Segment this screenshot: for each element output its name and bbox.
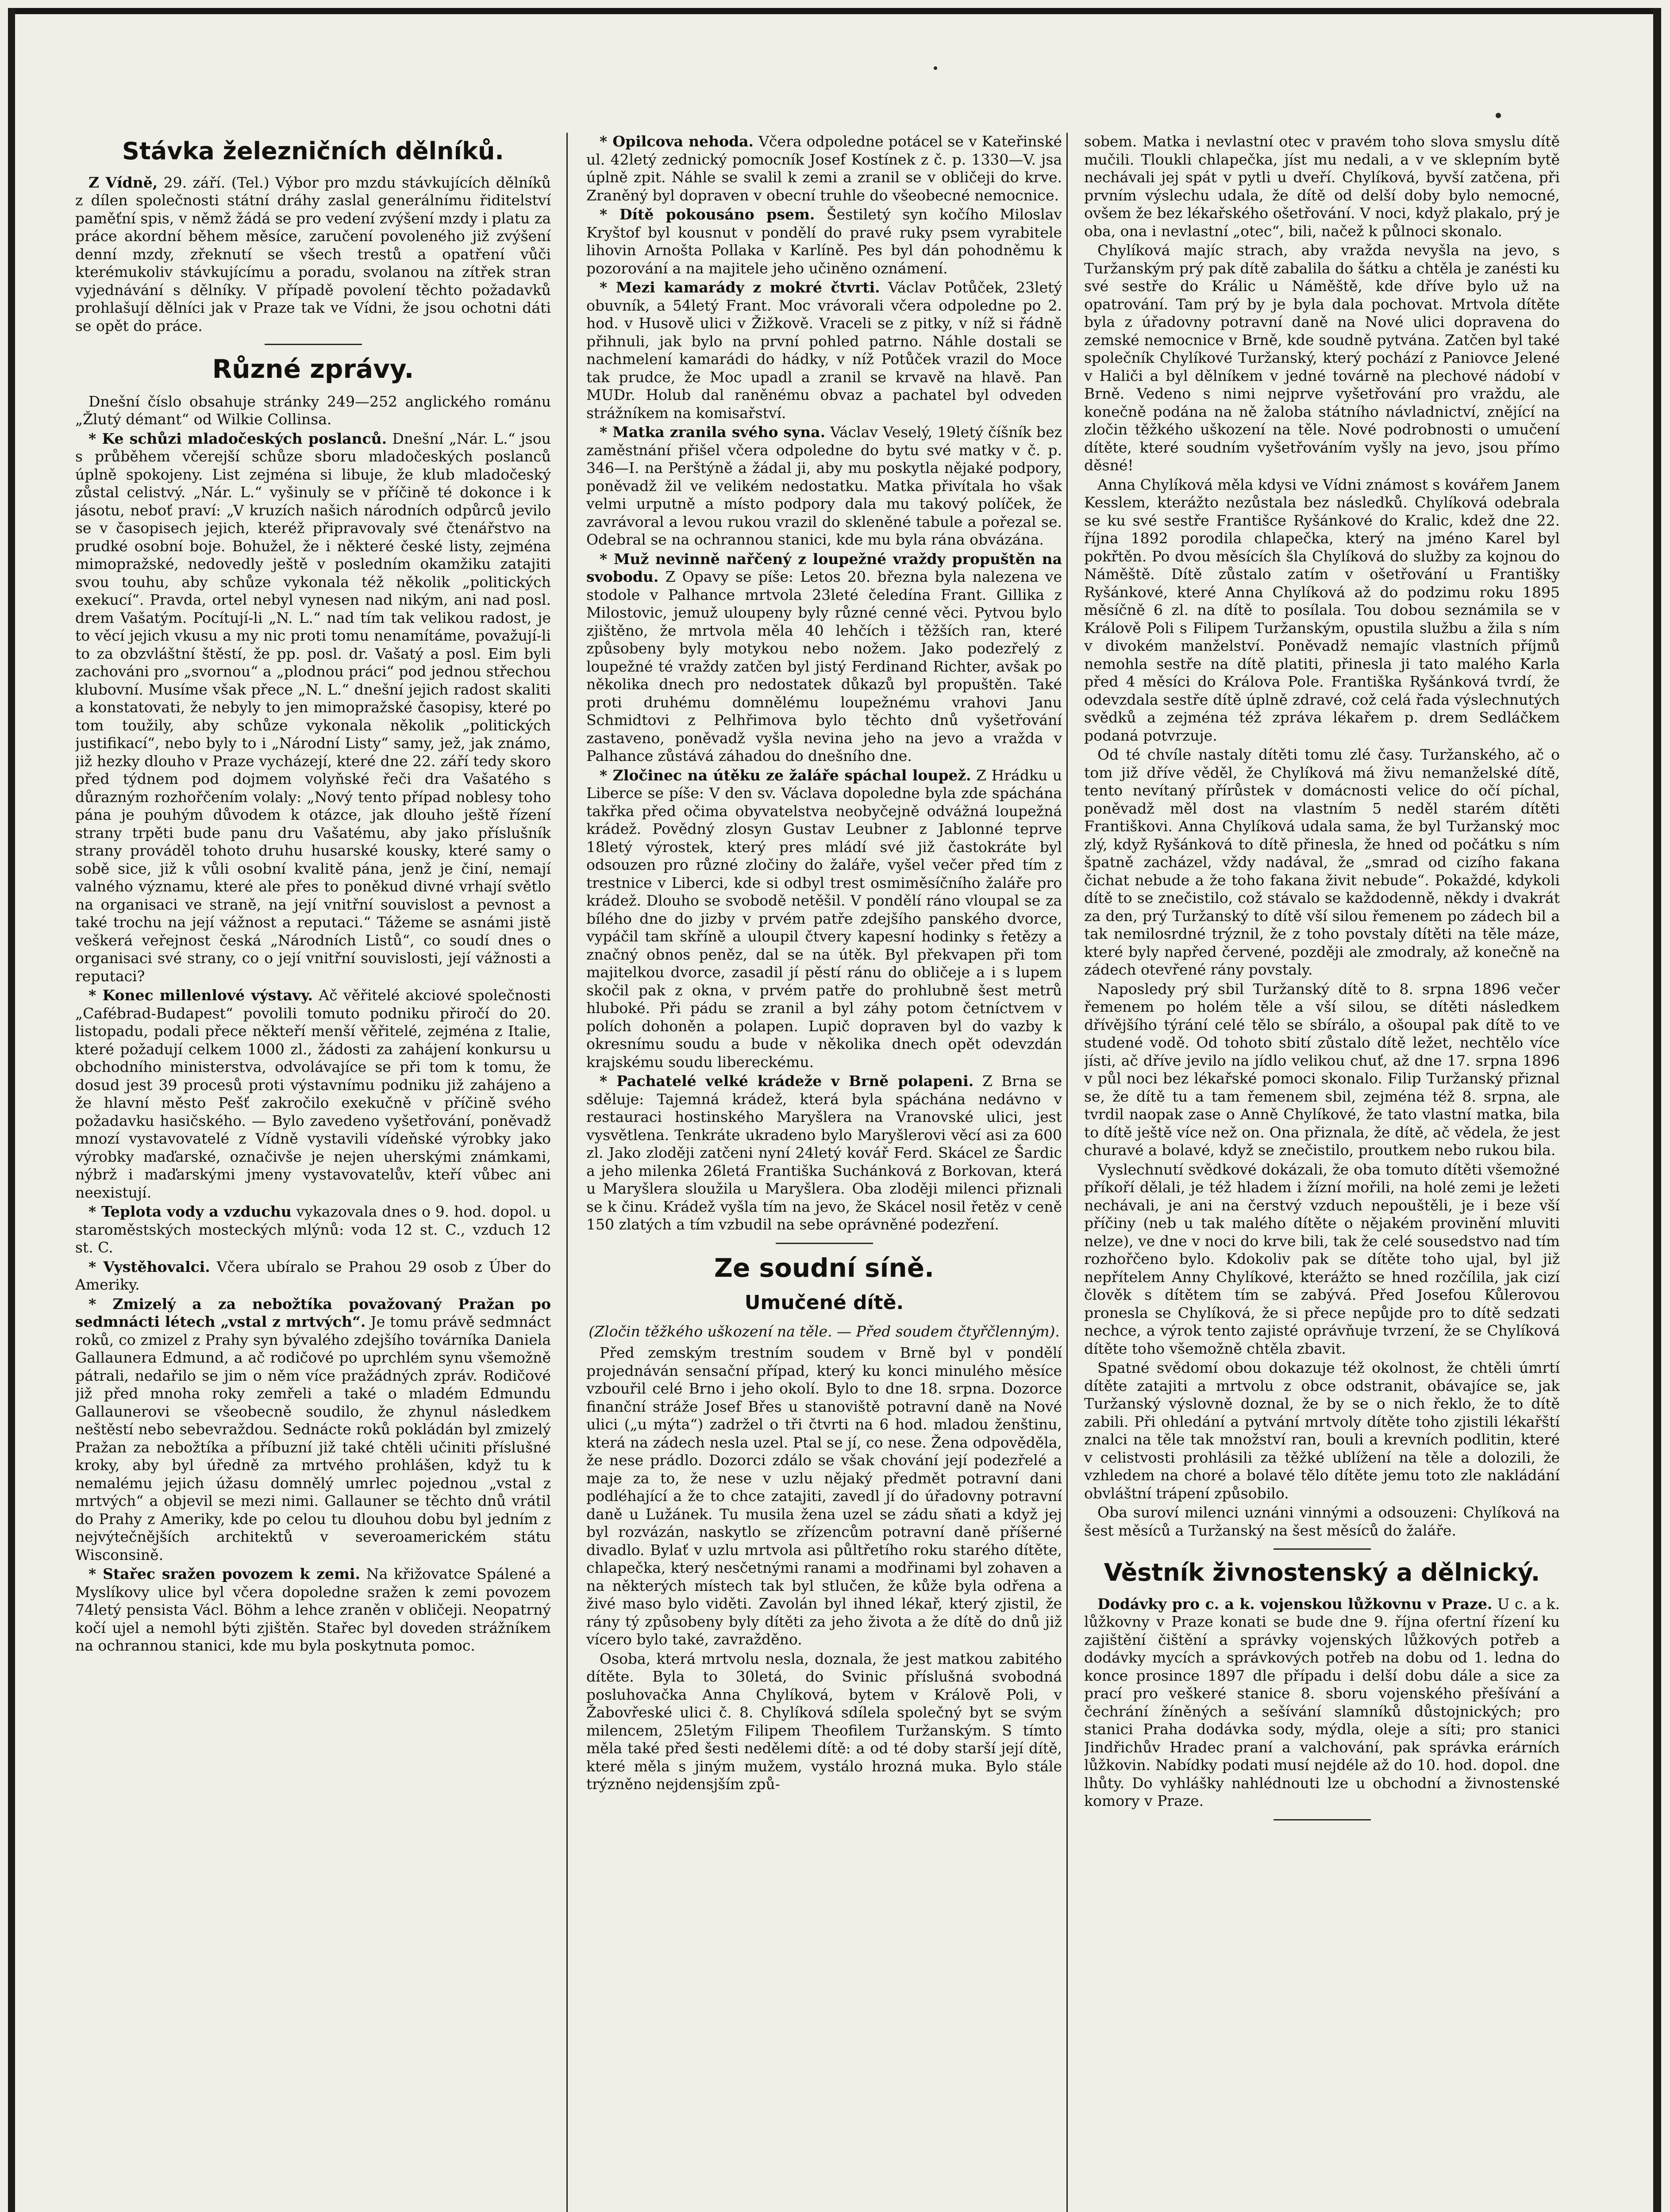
article-text: Z Brna se sděluje: Tajemná krádež, která byla spáchána nedávno v restauraci hostinského Maryšlera na Vranovské ulici, jest vysvětlena. Tenkráte ukradeno bylo Maryšlerovi věcí asi za 600 zl. Jako zloději zatčeni nyní 24letý kovář Ferd. Skácel ze Šardic a jeho milenka 26letá Františka Suchánková z Borkovan, která u Maryšlera sloužila u Maryšlera. Oba zloději milenci přiznali se k činu. Krádež vyšla tím na jevo, že Skácel nosil řetěz v ceně 150 zlatých a tím vzbudil na sebe oprávněné podezření. [586, 1072, 1062, 1233]
article-paragraph [75, 987, 551, 1202]
article-paragraph [586, 206, 1062, 277]
article-lead: * Dítě pokousáno psem. [600, 206, 815, 223]
section-rule [1274, 1548, 1371, 1550]
article-lead: * Teplota vody a vzduchu [89, 1203, 292, 1221]
scan-border-right [1653, 8, 1661, 2212]
ink-speck [934, 66, 937, 70]
section-heading: Ze soudní síně. [714, 1252, 935, 1283]
article-paragraph [586, 1650, 1062, 1793]
article-text: Včera ubíralo se Prahou 29 osob z Úber do Ameriky. [75, 1258, 551, 1294]
article-lead: Z Vídně, [89, 173, 158, 191]
article-lead: * Zmizelý a za nebožtíka považovaný Pražan po sedmnácti létech „vstal z mrtvých“. [75, 1295, 551, 1331]
ink-speck [1496, 113, 1501, 118]
article-paragraph [586, 1344, 1062, 1649]
section-rule [265, 344, 362, 345]
scan-border-left [8, 8, 15, 2212]
article-lead: Dodávky pro c. a k. vojenskou lůžkovnu v Praze. [1097, 1595, 1493, 1613]
article-paragraph [1084, 1359, 1560, 1502]
column-divider [566, 133, 568, 2212]
article-text: Václav Potůček, 23letý obuvník, a 54letý Frant. Moc vrávorali včera odpoledne po 2. hod. v Husově ulici v Žižkově. Vraceli se z pitky, v níž si řádně přihnuli, jak bylo na první pohled patrno. Náhle dostali se nachmelení kamarádi do hádky, v níž Potůček vrazil do Moce tak prudce, že Moc upadl a zranil se krvavě na hlavě. Pan MUDr. Holub dal raněnému obvaz a pachatel byl odveden strážníkem na komisařství. [586, 279, 1062, 422]
article-paragraph [586, 133, 1062, 204]
article-text: Vyslechnutí svědkové dokázali, že oba tomuto dítěti všemožné příkoří dělali, je též hladem i žízní mořili, na holé zemi je ležeti nechávali, je ani na čerstvý vzduch nepouštěli, je i beze vší příčiny (neb u tak malého dítěte o nějakém provinění mluviti nelze), ve dne v noci do krve bili, tak že celé sousedstvo nad tím rozhořčeno bylo. Kdokoliv pak se dítěte toho ujal, byl již nepřítelem Anny Chylíkové, kterážto se hned rozčílila, jak cizí člověk s dítětem tím se zabývá. Před Josefou Kůlerovou pronesla se Chylíková, že si přece nepůjde pro to dítě sedzati nechce, a výrok tento zajisté oprávňuje tvrzení, že se Chylíková dítěte toho všemožně chtěla zbavit. [1084, 1160, 1560, 1357]
column-divider [1066, 133, 1068, 2212]
article-text: Spatné svědomí obou dokazuje též okolnost, že chtěli úmrtí dítěte zatajiti a mrtvolu z obce odstranit, obávajíce se, jak Turžanský výslovně doznal, že by se o nich řeklo, že to dítě zabili. Při ohledání a pytvání mrtvoly dítěte toho zjistili lékařští znalci na těle tak množství ran, bouli a krevních podlitin, které v celistvosti prohlásili za těžké ublížení na těle a dolozili, že vzhledem na choré a bolavé tělo dítěte jemu toto zle nakládání obvláštní trápení způsobilo. [1084, 1359, 1560, 1502]
article-paragraph [1084, 1504, 1560, 1540]
article-text: Od té chvíle nastaly dítěti tomu zlé časy. Turžanského, ač o tom již dříve věděl, že Chylíková má živu nemanželské dítě, tento nevítaný přírůstek v domácnosti velice do očí píchal, poněvadž měl dost na vlastním 5 neděl starém dítěti Františkovi. Anna Chylíková udala sama, že byl Turžanský moc zlý, když Ryšánková to dítě přinesla, že hned od počátku s ním špatně zacházel, vždy nadával, že „smrad od cizího fakana čichat nebude a že toho fakana živit nebude“. Pokaždé, kdykoli dítě to se znečistilo, což stávalo se každodenně, někdy i dvakrát za den, prý Turžanský to dítě vší silou řemenem po zádech bil a tak nemilosrdné trýznil, že z toho povstaly dítěti na těle máze, které byly napřed červené, později ale zmodraly, až konečně na zádech otevřené rány povstaly. [1084, 746, 1560, 978]
article-lead: * Matka zranila svého syna. [600, 423, 826, 441]
article-lead: * Mezi kamarády z mokré čtvrti. [600, 279, 880, 296]
article-lead: * Pachatelé velké krádeže v Brně polapeni. [600, 1072, 974, 1090]
article-text: Chylíková majíc strach, aby vražda nevyšla na jevo, s Turžanským prý pak dítě zabalila do šátku a chtěla je zanésti ku své sestře do Králic u Náměště, kde dříve bylo už na opatrování. Tam prý by je byla dala pochovat. Mrtvola dítěte byla z úřadovny potravní daně na Nové ulici dopravena do zemské nemocnice v Brně, kde soudně pytvána. Zatčen byl také společník Chylíkové Turžanský, který pochází z Paniovce Jelené v Haliči a byl dělníkem v jedné továrně na plechové nádobí v Brně. Vedeno s nimi nejprve vyšetřování pro vraždu, ale konečně podána na ně žaloba státního návladnictví, znějící na zločin těžkého uškození na těle. Nové podrobnosti o umučení dítěte, které soudním vyšetřováním vyšly na jevo, jsou přímo děsné! [1084, 242, 1560, 474]
article-text: Z Hrádku u Liberce se píše: V den sv. Václava dopoledne byla zde spáchána takřka před očima obyvatelstva neobyčejně odvážná loupežná krádež. Povědný zlosyn Gustav Leubner z Jablonné teprve 18letý výrostek, který pres mládí své již častokráte byl odsouzen pro různé zločiny do žaláře, vyšel večer před tím z trestnice v Liberci, kde si odbyl trest osmiměsíčního žaláře pro krádež. Dlouho se svobodě netěšil. V pondělí ráno vloupal se za bílého dne do jizby v prvém patře zdejšího panského dvorce, vypáčil tam skříně a uloupil čtvery kapesní hodinky s řetězy a značný obnos peněz, dal se na útěk. Byl překvapen při tom majitelkou dvorce, zasadil jí pěstí ránu do obličeje a i s lupem skočil pak z okna, v prvém patře do prohlubně šest metrů hluboké. Při pádu se zranil a byl záhy potom četníctvem v polích dohoněn a polapen. Lupič dopraven byl do vazby k okresnímu soudu a bude v několika dnech opět odevzdán krajskému soudu libereckému. [586, 766, 1062, 1071]
article-text: Dnešní „Nár. L.“ jsou s průběhem včerejší schůze sboru mladočeských poslanců úplně spokojeny. List zejména si libuje, že klub mladočeský zůstal celistvý. „Nár. L.“ vyšinuly se v příčině té dokonce i k jásotu, neboť praví: „V kruzích našich národních odpůrců jevilo se v časopisech jejich, kteréž připravovaly své čtenářstvo na prudké osobní boje. Bohužel, že i některé české listy, zejména mimopražské, nedovedly ještě v posledním okamžiku zatajiti svou touhu, aby schůze vykonala též několik „politických exekucí“. Pravda, ortel nebyl vynesen nad nikým, ani nad posl. drem Vašatým. Pocítují-li „N. L.“ nad tím tak velikou radost, je to věcí jejich vkusu a my nic proti tomu nenamítáme, považují-li to za obzvláštní štěstí, že pp. posl. dr. Vašatý a posl. Eim byli zachováni pro „svornou“ a „plodnou práci“ pod jednou střechou klubovní. Musíme však přece „N. L.“ dnešní jejich radost skaliti a konstatovati, že nebyly to jen mimopražské časopisy, které po tom toužily, aby schůze vykonala několik „politických justifikací“, nebo byly to i „Národní Listy“ samy, jež, jak známo, již hezky dlouho v Praze vycházejí, které dne 22. září tedy skoro před týdnem pod dojmem volyňské řeči dra Vašatého s důrazným rozhořčením volaly: „Nový tento případ noblesy toho pána je pouhým důvodem k otázce, jak dlouho ještě řízení strany trpěti bude panu dru Vašatému, aby jako příslušník strany prováděl tohoto druhu husarské kousky, které samy o sobě sice, již k vůli osobní kvalitě pána, jenž je činí, nemají valného významu, které ale přes to poněkud divné vrhají světlo na organisaci ve straně, na její vnitřní souvislost a pevnost a také trochu na její vážnost a reputaci.“ Tážeme se asnámi jistě veškerá veřejnost česká „Národních Listů“, co soudí dnes o organisaci své strany, co o její vnitřní souvislosti, její vážnosti a reputaci? [75, 430, 551, 985]
article-paragraph [75, 174, 551, 335]
article-paragraph [1084, 980, 1560, 1160]
article-paragraph [1084, 1595, 1560, 1810]
article-text: Je tomu právě sedmnáct roků, co zmizel z Prahy syn bývalého zdejšího továrníka Daniela Gallaunera Edmund, a ač rodičové po uprchlém synu všemožně pátrali, nedařilo se jim o něm více pražádných zpráv. Rodičové již před mnoha roky zemřeli a také o mladém Edmundu Gallaunerovi se všeobecně soudilo, že zhynul následkem neštěstí nebo sebevraždou. Sednácte roků pokládán byl zmizelý Pražan za nebožtíka a příbuzní již také chtěli učiniti příslušné kroky, aby byl úředně za mrtvého prohlášen, když tu k nemalému jejich úžasu domnělý umrlec pojednou „vstal z mrtvých“ a objevil se mezi nimi. Gallauner se těchto dnů vrátil do Prahy z Ameriky, kde po celou tu dlouhou dobu byl jedním z nejvýtečnějších architektů v severoamerickém státu Wisconsině. [75, 1313, 551, 1563]
article-paragraph [586, 767, 1062, 1071]
article-text: vykazovala dnes o 9. hod. dopol. u staroměstských mosteckých mlýnů: voda 12 st. C., vzduch 12 st. C. [75, 1203, 551, 1256]
article-text: Naposledy prý sbil Turžanský dítě to 8. srpna 1896 večer řemenem po holém těle a vší silou, se dítěti následkem dřívějšího týrání celé tělo se sbírálo, a ošoupal pak dítě to ve studené vodě. Od tohoto sbití zůstalo dítě ležet, nechtělo více jísti, ač dříve jevilo na jídlo velikou chuť, až dne 17. srpna 1896 v půl noci bez lékařské pomoci skonalo. Filip Turžanský přiznal se, že dítě tu a tam řemenem sbil, zejména též 8. srpna, ale tvrdil naopak zase o Anně Chylíkové, že tato vlastní matka, bila to dítě ještě více než on. Ona přiznala, že dítě, ač vědela, že jest churavé a bolavé, když se znečistilo, proutkem nebo rukou bila. [1084, 980, 1560, 1159]
article-text: Na křižovatce Spálené a Myslíkovy ulice byl včera dopoledne sražen k zemi povozem 74letý pensista Václ. Böhm a lehce zraněn v obličeji. Neopatrný kočí ujel a nemohl býti zjištěn. Stařec byl doveden strážníkem na ochrannou stanici, kde mu byla poskytnuta pomoc. [75, 1565, 551, 1655]
article-paragraph [1084, 242, 1560, 475]
article-paragraph [1084, 1161, 1560, 1358]
section-rule [776, 1243, 873, 1244]
article-text: Před zemským trestním soudem v Brně byl v pondělí projednáván sensační případ, který ku konci minulého měsíce vzbouřil celé Brno i jeho okolí. Bylo to dne 18. srpna. Dozorce finanční stráže Josef Břes u stanoviště potravní daně na Nové ulici („u mýta“) zadržel o tři čtvrti na 6 hod. mladou ženštinu, která na zádech nesla uzel. Ptal se jí, co nese. Žena odpověděla, že nese prádlo. Dozorci zdálo se však chování její podezřelé a maje za to, že nese v uzlu nějaký předmět potravní dani podléhající a že to chce zatajiti, zavedl jí do úřadovny potravní daně u Lužánek. Tu musila žena uzel se zádu sňati a když jej byl rozvázán, naskytlo se zřízencům potravní daně příšerné divadlo. Bylať v uzlu mrtvola asi půltřetího roku starého dítěte, chlapečka, který nesčetnými ranami a modřinami byl zohaven a na některých místech tak byl stlučen, že kůže byla odřena a živé maso bylo viděti. Zavolán byl ihned lékař, který zjistil, že rány tý způsobeny byly dítěti za jeho života a že dítě do dnů již vícero bylo také, zavražděno. [586, 1344, 1062, 1648]
article-paragraph [1084, 133, 1560, 240]
column-3 [1084, 133, 1560, 2212]
article-paragraph [586, 550, 1062, 765]
article-paragraph [75, 1565, 551, 1655]
article-paragraph [586, 423, 1062, 549]
article-lead: * Konec millenlové výstavy. [89, 987, 313, 1004]
article-text: Šestiletý syn kočího Miloslav Kryštof byl kousnut v pondělí do pravé ruky psem vyrabitele lihovin Arnošta Pollaka v Karlíně. Pes byl dán pohodněmu k pozorování a na majitele jeho učiněno oznámení. [586, 206, 1062, 277]
article-subheading: Umučené dítě. [744, 1291, 904, 1314]
article-text: Včera odpoledne potácel se v Kateřinské ul. 42letý zednický pomocník Josef Kostínek z č. p. 1330—V. jsa úplně zpit. Náhle se svalil k zemi a zranil se v obličeji do krve. Zraněný byl dopraven v obecní truhle do všeobecné nemocnice. [586, 133, 1062, 204]
column-1 [75, 133, 551, 2212]
article-text: Oba suroví milenci uznáni vinnými a odsouzeni: Chylíková na šest měsíců a Turžanský na šest měsíců do žaláře. [1084, 1504, 1560, 1539]
article-text: U c. a k. lůžkovny v Praze konati se bude dne 9. října ofertní řízení ku zajištění čištění a správky vojenských lůžkových potřeb a dodávky mycích a správkových potřeb na dobu od 1. ledna do konce prosince 1897 dle případu i delší dobu dále a sice za prací pro veškeré stanice 8. sboru vojenského přešívání a čechrání žíněných a sešívání slamníků důstojnických; pro stanici Praha dodávka sody, mýdla, oleje a síti; pro stanici Jindřichův Hradec praní a valchování, pak správka erárních lůžkovin. Nabídky podati musí nejdéle až do 10. hod. dopol. dne lhůty. Do vyhlášky nahlédnouti lze u obchodní a živnostenské komory v Praze. [1084, 1595, 1560, 1810]
section-heading: Věstník živnostenský a dělnický. [1104, 1559, 1540, 1586]
article-lead: * Vystěhovalci. [89, 1258, 210, 1275]
section-rule [1274, 1819, 1371, 1820]
article-paragraph [75, 1295, 551, 1564]
article-lead: * Zločinec na útěku ze žaláře spáchal loupež. [600, 766, 971, 784]
article-paragraph [1084, 746, 1560, 979]
article-text: Dnešní číslo obsahuje stránky 249—252 anglického románu „Žlutý démant“ od Wilkie Collinsa. [75, 392, 551, 428]
article-text: Anna Chylíková měla kdysi ve Vídni známost s kovářem Janem Kesslem, kterážto nezůstala bez následků. Chylíková odebrala se ku své sestře Františce Ryšánkové do Kralic, kdež dne 22. října 1892 porodila chlapečka, který na jméno Karel byl pokřtěn. Po dvou měsících šla Chylíková do služby za kojnou do Náměště. Dítě zůstalo zatím v ošetřování u Františky Ryšánkové, které Anna Chylíková až do podzimu roku 1895 měsíčně 6 zl. na dítě to posílala. Tou dobou seznámila se v Králově Poli s Filipem Turžanským, opustila službu a žila s ním v divokém manželství. Poněvadž nemajíc vlastních příjmů nemohla sestře na dítě platiti, přinesla ji tato malého Karla před 4 měsíci do Králova Pole. Františka Ryšánková tvrdí, že odevzdala sestře dítě úplně zdravé, což celá řada výslechnutých svědků a zejména též zpráva lékařem p. drem Sedláčkem podaná potvrzuje. [1084, 476, 1560, 744]
article-lead: * Stařec sražen povozem k zemi. [89, 1565, 360, 1583]
column-2 [586, 133, 1062, 2212]
article-paragraph [75, 1258, 551, 1294]
article-text: sobem. Matka i nevlastní otec v pravém toho slova smyslu dítě mučili. Tloukli chlapečka, jíst mu nedali, a v ve sklepním bytě nechávali jej spát v pytli u dveří. Chylíková, byvší zatčena, při prvním výslechu udala, že dítě od delší doby bylo nemocné, ovšem že bez lékařského ošetřování. V noci, když plakalo, prý je oba, ona i nevlastní „otec“, bili, načež k půlnoci skonalo. [1084, 133, 1560, 240]
article-text: Osoba, která mrtvolu nesla, doznala, že jest matkou zabitého dítěte. Byla to 30letá, do Svinic příslušná svobodná posluhovačka Anna Chylíková, bytem v Králově Poli, v Žabovřeské ulici č. 8. Chylíková sdílela společný byt se svým milencem, 25letým Filipem Theofilem Turžanským. S tímto měla také před šesti nedělemi dítě: a od té doby starší její dítě, které měla s jiným mužem, vystálo hrozná muka. Bylo stále trýzněno nejdensjším způ- [586, 1650, 1062, 1793]
article-paragraph [1084, 476, 1560, 745]
article-note: (Zločin těžkého uškození na těle. — Před soudem čtyřčlenným). [589, 1322, 1060, 1340]
article-lead: * Muž nevinně nařčený z loupežné vraždy propuštěn na svobodu. [586, 550, 1062, 585]
article-lead: * Ke schůzi mladočeských poslanců. [89, 430, 387, 447]
article-lead: * Opilcova nehoda. [600, 133, 754, 150]
section-heading: Stávka železničních dělníků. [122, 137, 504, 165]
article-text: Ač věřitelé akciové společnosti „Cafébrad-Budapest“ povolili tomuto podniku přiročí do 20. listopadu, podali přece někteří menší věřitelé, zejména z Italie, které požadují celkem 1000 zl., žádosti za zahájení konkursu u obchodního ministerstva, odvolávajíce se při tom k tomu, že dosud jest 39 procesů proti výstavnímu podniku již zahájeno a že hlavní město Pešť zakročilo exekučně v příčině svého požadavku hasičského. — Bylo zavedeno vyšetřování, poněvadž mnozí vystavovatelé z Vídně vystavili vídeňské výrobky jako výrobky maďarské, označivše je nejen uherskými známkami, nýbrž i maďarskými jmeny vystavovatelův, kteří vůbec ani neexistují. [75, 987, 551, 1201]
scan-border-top [13, 8, 1654, 14]
article-text: 29. září. (Tel.) Výbor pro mzdu stávkujících dělníků z dílen společnosti státní dráhy zaslal generálnímu řiditelství paměťní spis, v němž žádá se pro vedení zvýšení mzdy i platu za práce akordní během měsíce, zaručení povoleného již zvýšení denní mzdy, zřeknutí se všech trestů a opatření vůči kterémukoliv stávkujícímu a poradu, svolanou na zítřek stran vyjednávání s dělníky. V případě povolení těchto požadavků prohlašují dělníci jak v Praze tak ve Vídni, že jsou ochotni dáti se opět do práce. [75, 173, 551, 334]
article-paragraph [75, 430, 551, 986]
article-paragraph [75, 1203, 551, 1257]
article-text: Václav Veselý, 19letý číšník bez zaměstnání přišel včera odpoledne do bytu své matky v č. p. 346—I. na Perštýně a žádal ji, aby mu poskytla nějaké podpory, poněvadž žil ve velikém nedostatku. Matka přivítala ho však velmi urputně a místo podpory dala mu takový políček, že zavrávoral a levou rukou vrazil do skleněné tabule a pořezal se. Odebral se na ochrannou stanici, kde mu byla rána obvázána. [586, 423, 1062, 548]
article-paragraph [586, 1072, 1062, 1234]
article-paragraph [586, 279, 1062, 422]
article-text: Z Opavy se píše: Letos 20. března byla nalezena ve stodole v Palhance mrtvola 23leté čeledína Frant. Gillika z Milostovic, jemuž uloupeny byly různé cenné věci. Pytvou bylo zjištěno, že mrtvola měla 40 lehčích i těžších ran, které způsobeny byly motykou nebo nožem. Jako podezřelý z loupežné té vraždy zatčen byl jistý Ferdinand Richter, avšak po několika dnech pro nedostatek důkazů byl propuštěn. Také proti druhému domnělému loupežnému vrahovi Janu Schmidtovi z Pelhřimova bylo těchto dnů vyšetřování zastaveno, poněvadž vyšla nevina jeho na jevo a vražda v Palhance zůstává záhadou do dnešního dne. [586, 568, 1062, 764]
section-heading: Různé zprávy. [212, 354, 414, 384]
article-paragraph [75, 393, 551, 429]
